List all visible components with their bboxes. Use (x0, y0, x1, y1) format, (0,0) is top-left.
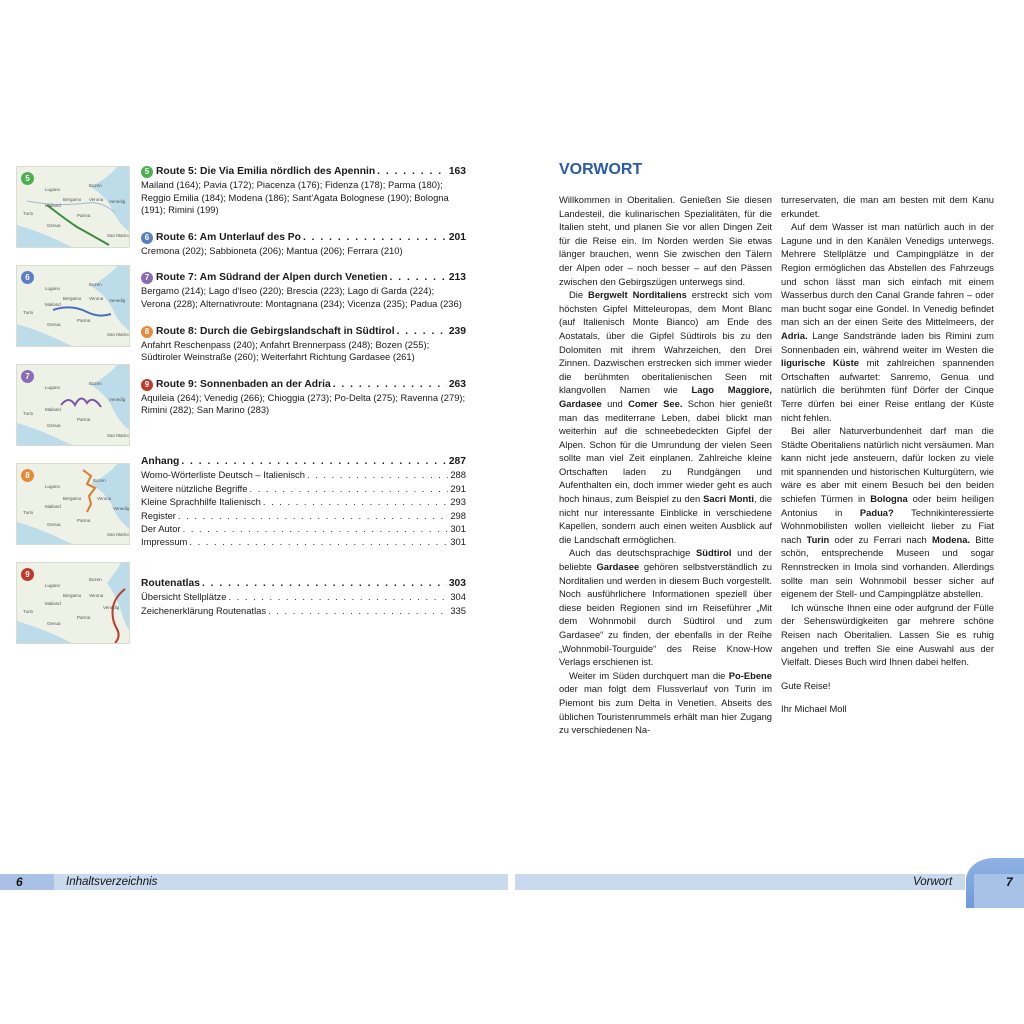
route-number-badge: 9 (141, 379, 153, 391)
map-label: Genua (47, 223, 61, 228)
dot-leader (333, 378, 447, 391)
toc-route-6[interactable] (141, 231, 466, 258)
dot-leader (183, 522, 449, 535)
section-title: Anhang (141, 455, 180, 467)
route-page: 263 (448, 378, 466, 390)
map-label: Parma (77, 417, 91, 422)
entry-page: 298 (450, 509, 466, 521)
map-label: Turin (23, 609, 34, 614)
route-places: Anfahrt Reschenpass (240); Anfahrt Brennerpass (248); Bozen (255); Südtiroler Weinstraße (260); Weiterfahrt Richtung Gardasee (261) (141, 338, 430, 363)
toc-routenatlas-heading[interactable] (141, 577, 466, 591)
route-7-map (16, 364, 130, 446)
route-places: Bergamo (214); Lago d'Iseo (220); Brescia (223); Lago di Garda (224); Verona (228); Alternativroute: Montagnana (234); Vicenza (235); Padua (236) (141, 285, 462, 309)
route-number-badge: 8 (141, 326, 153, 338)
closing-line: Gute Reise! (781, 679, 831, 691)
map-label: Genua (47, 522, 61, 527)
toc-entry[interactable] (141, 482, 466, 495)
route-page: 213 (448, 272, 466, 284)
map-label: Parma (77, 615, 91, 620)
map-label: Mailand (45, 407, 61, 412)
route-places: Mailand (164); Pavia (172); Piacenza (176); Fidenza (178); Parma (180); Reggio Emilia (184); Modena (186); Sant'Agata Bolognese (190); Bologna (191); Rimini (199) (141, 179, 449, 216)
route-title: Route 7: Am Südrand der Alpen durch Venetien (156, 272, 388, 284)
map-label: San Marino (107, 233, 131, 238)
table-of-contents (141, 165, 466, 617)
map-label: Verona (89, 197, 104, 202)
toc-entry[interactable] (141, 604, 466, 617)
map-label: Parma (77, 318, 91, 323)
map-label: Bergamo (63, 197, 82, 202)
route-title: Route 6: Am Unterlauf des Po (156, 231, 301, 243)
dot-leader (303, 231, 447, 244)
route-title: Route 8: Durch die Gebirgslandschaft in Südtirol (156, 325, 395, 337)
left-running-footer: Inhaltsverzeichnis (66, 876, 158, 888)
route-6-badge: 6 (21, 271, 34, 284)
section-page: 303 (448, 577, 466, 589)
map-label: Turin (23, 411, 34, 416)
page-title: VORWORT (559, 161, 643, 178)
map-label: Bergamo (63, 296, 82, 301)
dot-leader (249, 482, 448, 495)
right-page-tab-fill (974, 874, 1024, 908)
entry-page: 288 (450, 469, 466, 481)
route-map-thumbnails (16, 166, 130, 661)
map-label: Turin (23, 310, 34, 315)
dot-leader (228, 590, 448, 603)
map-label: Genua (47, 621, 61, 626)
map-label: San Marino (107, 332, 131, 337)
map-label: Parma (77, 518, 91, 523)
route-page: 163 (448, 166, 466, 177)
paragraph: Auch das deutschsprachige Südtirol und der beliebte Gardasee gehören selbstverständlich zu Norditalien und werden in diesem Buch vorgestellt. Noch ausführlichere Informationen speziell über diese beiden Regionen sind im Reiseführer „Mit dem Wohnmobil durch Südtirol und zum Gardasee“ zu finden, der ebenfalls in der Reihe „Wohnmobil-Tourguide“ des Reise Know-How Verlags erschienen ist. (559, 547, 772, 668)
paragraph: Ich wünsche Ihnen eine oder aufgrund der Fülle der Sehenswürdigkeiten gar mehrere schöne Reisen nach Oberitalien. Lassen Sie es ruhig angehen und treffen Sie eine Auswahl aus der Vielfalt. Dieses Buch wird Ihnen dabei helfen. (781, 601, 994, 668)
map-label: Verona (89, 593, 104, 598)
entry-page: 293 (450, 496, 466, 508)
map-label: Bergamo (63, 496, 82, 501)
route-7-badge: 7 (21, 370, 34, 383)
toc-anhang (141, 455, 466, 549)
map-label: Genua (47, 322, 61, 327)
map-label: Bozen (89, 381, 102, 386)
toc-route-8[interactable] (141, 325, 466, 364)
paragraph: Bei aller Naturverbundenheit darf man die Städte Oberitaliens natürlich nicht versäumen. Man kann nicht jede ansteuern, dafür locken zu viele mit spannenden und historischen Kulturgütern, wie wäre es aber mit einem Besuch bei den beiden schiefen Türmen in Bologna oder beim heiligen Antonius in Padua? Technikinteressierte Wohnmobilisten wollen vielleicht lieber zu Fiat nach Turin oder zu Ferrari nach Modena. Bitte schön, entsprechende Museen und sogar Rennstrecken in Imola sind vorhanden. Allerdings sollte man sein Wohnmobil besser sicher auf eigenem der Stell- und Campingplätze abstellen. (781, 425, 994, 600)
map-label: Venedig (109, 397, 126, 402)
map-label: Bozen (89, 183, 102, 188)
dot-leader (263, 495, 448, 508)
right-page-number: 7 (1006, 875, 1013, 889)
route-page: 239 (448, 325, 466, 337)
map-label: San Marino (107, 532, 131, 537)
left-page-number: 6 (16, 875, 23, 889)
dot-leader (268, 604, 448, 617)
route-9-badge: 9 (21, 568, 34, 581)
map-label: Lugano (45, 385, 61, 390)
toc-entry[interactable] (141, 468, 466, 481)
map-label: Bozen (89, 577, 102, 582)
dot-leader (178, 509, 448, 522)
paragraph: Weiter im Süden durchquert man die Po-Ebene oder man folgt dem Flussverlauf von Turin im Piemont bis zum Delta in Venetien. Abseits des üblichen Touristenrummels erhält man hier Zugang zu verschiedenen Na- (559, 669, 772, 736)
entry-label: Zeichenerklärung Routenatlas (141, 604, 267, 616)
map-label: Mailand (45, 601, 61, 606)
route-5-map (16, 166, 130, 248)
route-number-badge: 6 (141, 232, 153, 244)
paragraph: Auf dem Wasser ist man natürlich auch in der Lagune und in den Kanälen Venedigs unterwegs. Mehrere Stellplätze und Campingplätze in der Region ermöglichen das Abstellen des Fahrzeugs und schon lässt man sich einfach mit einem Wasserbus durch den Canal Grande fahren – oder man bucht sogar eine Gondel. In Venedig befindet man sich an der einen Seite des Mittelmeers, der Adria. Lange Sandstrände laden bis Rimini zum Sonnenbaden ein, während weiter im Westen die ligurische Küste mit zahlreichen spannenden Ortschaften aufwartet: Sanremo, Genua und natürlich die berühmten fünf Dörfer der Cinque Terre dürfen bei einer Reise entlang der Küste nicht fehlen. (781, 221, 994, 423)
dot-leader (307, 468, 448, 481)
section-title: Routenatlas (141, 577, 200, 589)
entry-label: Übersicht Stellplätze (141, 591, 227, 603)
route-places: Aquileia (264); Venedig (266); Chioggia (273); Po-Delta (275); Ravenna (279); Rimini (282); San Marino (283) (141, 391, 466, 416)
toc-route-5[interactable] (141, 165, 466, 217)
dot-leader (189, 535, 448, 548)
route-number-badge: 7 (141, 272, 153, 284)
map-label: Bozen (89, 282, 102, 287)
left-page-tab (0, 874, 54, 890)
right-footer-bar (515, 874, 965, 890)
map-label: Verona (89, 296, 104, 301)
toc-entry[interactable] (141, 495, 466, 508)
dot-leader (202, 577, 447, 591)
toc-entry[interactable] (141, 522, 466, 535)
toc-anhang-heading[interactable] (141, 455, 466, 469)
route-9-map (16, 562, 130, 644)
entry-page: 304 (450, 591, 466, 603)
entry-page: 301 (450, 523, 466, 535)
route-page: 201 (448, 231, 466, 243)
toc-route-9[interactable] (141, 378, 466, 417)
map-label: Venedig (109, 199, 126, 204)
map-label: Lugano (45, 484, 61, 489)
map-label: San Marino (107, 433, 131, 438)
map-label: Lugano (45, 583, 61, 588)
right-running-footer: Vorwort (913, 876, 953, 888)
preface-column-1 (559, 193, 772, 737)
map-label: Mailand (45, 203, 61, 208)
toc-entry[interactable] (141, 590, 466, 603)
entry-label: Womo-Wörterliste Deutsch – Italienisch (141, 469, 305, 481)
section-page: 287 (448, 455, 466, 467)
route-title: Route 9: Sonnenbaden an der Adria (156, 378, 331, 390)
map-label: Genua (47, 423, 61, 428)
map-label: Venedig (103, 605, 120, 610)
signature: Ihr Michael Moll (781, 703, 847, 715)
map-label: Lugano (45, 187, 61, 192)
dot-leader (377, 165, 447, 178)
toc-route-7[interactable] (141, 271, 466, 310)
map-label: Mailand (45, 504, 61, 509)
entry-label: Der Autor (141, 523, 181, 535)
route-5-badge: 5 (21, 172, 34, 185)
route-8-map (16, 463, 130, 545)
entry-page: 335 (450, 604, 466, 616)
toc-entry[interactable] (141, 535, 466, 548)
route-6-map (16, 265, 130, 347)
entry-label: Weitere nützliche Begriffe (141, 482, 248, 494)
paragraph: Willkommen in Oberitalien. Genießen Sie diesen Landesteil, die kulinarischen Spezialitäten, für die Italien steht, und planen Sie vor allen Dingen Zeit für die Reise ein. Im Norden werden Sie etwas länger brauchen, wenn Sie zwischen den Tälern der Alpen oder – noch besser – auf den Pässen zwischen den Gebirgszügen unterwegs sind. (559, 194, 772, 287)
dot-leader (390, 271, 447, 284)
map-label: Parma (77, 213, 91, 218)
entry-page: 291 (450, 482, 466, 494)
entry-label: Register (141, 509, 176, 521)
map-label: Venedig (109, 298, 126, 303)
dot-leader (181, 455, 446, 469)
map-label: Mailand (45, 302, 61, 307)
map-label: Lugano (45, 286, 61, 291)
map-label: Turin (23, 211, 34, 216)
entry-page: 301 (450, 536, 466, 548)
dot-leader (397, 325, 447, 338)
map-label: Turin (23, 510, 34, 515)
toc-entry[interactable] (141, 509, 466, 522)
entry-label: Impressum (141, 536, 188, 548)
map-label: Verona (97, 496, 112, 501)
entry-label: Kleine Sprachhilfe Italienisch (141, 496, 261, 508)
paragraph: Die Bergwelt Norditaliens erstreckt sich vom höchsten Gipfel Mitteleuropas, dem Mont Blanc (auf Italienisch Monte Bianco) am Ende des Aostatals, über die Gipfel Südtirols bis zu den Dolomiten mit ihrem Wahrzeichen, den Drei Zinnen. Dazwischen erstrecken sich immer wieder die berühmten oberitalienischen Seen mit klangvollen Namen wie Lago Maggiore, Gardasee und Comer See. Schon hier genießt man das mediterrane Leben, dabei blickt man weiterhin auf die schneebedeckten Gipfel der Alpen. Schon für die Umrundung der vielen Seen sollte man viel Zeit einplanen. Zahlreiche kleine Ortschaften laden zu Rundgängen und Aufenthalten ein, doch immer wieder geht es auch hoch hinaus, zum Beispiel zu den Sacri Monti, die nicht nur interessante Einblicke in verschiedene Kapellen, sondern auch einen weiten Ausblick auf die Landschaft ermöglichen. (559, 289, 773, 545)
route-title: Route 5: Die Via Emilia nördlich des Apennin (156, 166, 376, 177)
preface-column-2 (781, 193, 994, 716)
route-places: Cremona (202); Sabbioneta (206); Mantua (206); Ferrara (210) (141, 244, 403, 256)
route-8-badge: 8 (21, 469, 34, 482)
map-label: Bozen (93, 478, 106, 483)
map-label: Venedig (113, 506, 130, 511)
paragraph: turreservaten, die man am besten mit dem Kanu erkundet. (781, 194, 994, 219)
map-label: Bergamo (63, 593, 82, 598)
route-number-badge: 5 (141, 166, 153, 178)
toc-routenatlas (141, 577, 466, 617)
